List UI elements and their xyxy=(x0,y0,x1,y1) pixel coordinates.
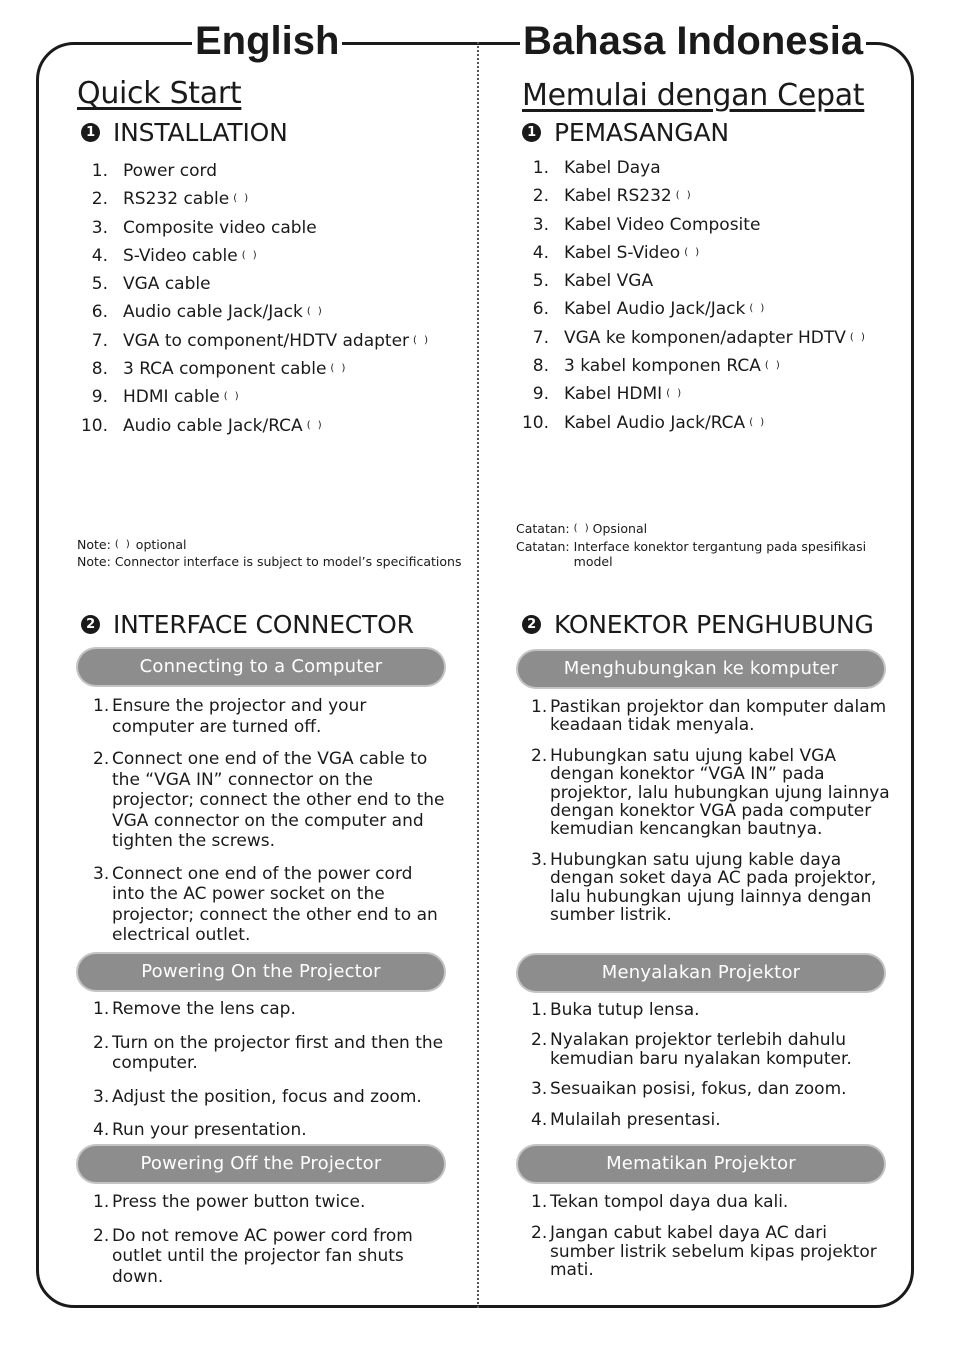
installation-title: INSTALLATION xyxy=(113,118,288,147)
connecting-steps xyxy=(93,696,448,946)
installation-list xyxy=(77,157,430,440)
list-item: 2. Hubungkan satu ujung kabel VGA dengan konektor “VGA IN” pada projektor, lalu hubungkan ujung lainnya dengan konektor VGA pada computer kemudian kencangkan bautnya. xyxy=(531,745,890,840)
list-item: 3. Adjust the position, focus and zoom. xyxy=(93,1086,422,1107)
list-item: 1. Press the power button twice. xyxy=(93,1192,366,1212)
installation-notes: Note: ( ) optional Note: Connector interface is subject to model’s specifications xyxy=(77,537,462,569)
installation-title: PEMASANGAN xyxy=(554,118,729,147)
list-item: 1. Pastikan projektor dan komputer dalam keadaan tidak menyala. xyxy=(531,697,887,736)
interface-heading xyxy=(522,610,874,639)
list-item: 10. Audio cable Jack/RCA ( ) xyxy=(80,415,324,436)
list-item: 8. 3 kabel komponen RCA ( ) xyxy=(532,356,782,377)
list-item: 9. Kabel HDMI ( ) xyxy=(532,384,684,405)
list-item: 8. 3 RCA component cable ( ) xyxy=(91,359,348,380)
list-item: 4. Mulailah presentasi. xyxy=(531,1109,721,1130)
list-item: 4. Run your presentation. xyxy=(93,1120,307,1140)
list-item: 6. Audio cable Jack/Jack ( ) xyxy=(91,302,324,323)
list-item: 2. Connect one end of the VGA cable to the “VGA IN” connector on the projector; connect the other end to the VGA connector on the computer and tighten the screws. xyxy=(93,749,445,851)
list-item: 1. Kabel Daya xyxy=(532,158,661,178)
connecting-computer-banner: Menghubungkan ke komputer xyxy=(518,651,884,687)
list-item: 5. Kabel VGA xyxy=(532,271,654,292)
connecting-computer-banner: Connecting to a Computer xyxy=(78,649,444,685)
list-item: 6. Kabel Audio Jack/Jack ( ) xyxy=(532,299,767,320)
quick-start-heading: Memulai dengan Cepat xyxy=(522,78,865,113)
list-item: 4. S-Video cable ( ) xyxy=(91,245,259,266)
english-title: English xyxy=(192,18,342,64)
list-item: 3. Connect one end of the power cord into the AC power socket on the projector; connect the other end to an electrical outlet. xyxy=(93,863,438,945)
list-item: 2. Jangan cabut kabel daya AC dari sumber listrik sebelum kipas projektor mati. xyxy=(531,1223,877,1281)
powering-on-steps xyxy=(93,999,448,1141)
indonesian-title: Bahasa Indonesia xyxy=(520,18,866,64)
column-divider xyxy=(477,42,479,1308)
installation-heading xyxy=(81,118,288,147)
connecting-steps xyxy=(531,698,891,924)
list-item: 1. Remove the lens cap. xyxy=(93,999,296,1019)
list-item: 5. VGA cable xyxy=(91,274,211,295)
powering-off-banner: Mematikan Projektor xyxy=(518,1146,884,1182)
number-badge: 1 xyxy=(81,123,100,142)
number-badge: 2 xyxy=(522,615,541,634)
list-item: 1. Ensure the projector and your computer are turned off. xyxy=(93,696,367,737)
number-badge: 1 xyxy=(522,123,541,142)
list-item: 3. Kabel Video Composite xyxy=(532,214,761,235)
list-item: 2. Nyalakan projektor terlebih dahulu kemudian baru nyalakan komputer. xyxy=(531,1030,852,1069)
list-item: 3. Composite video cable xyxy=(91,217,317,238)
list-item: 10. Kabel Audio Jack/RCA ( ) xyxy=(521,412,767,433)
quick-start-heading: Quick Start xyxy=(77,76,242,111)
list-item: 1. Tekan tompol daya dua kali. xyxy=(531,1192,789,1212)
list-item: 3. Hubungkan satu ujung kable daya dengan soket daya AC pada projektor, lalu hubungkan ujung lainnya dengan sumber listrik. xyxy=(531,849,877,926)
powering-on-banner: Powering On the Projector xyxy=(78,954,444,990)
interface-heading xyxy=(81,610,414,639)
list-item: 7. VGA ke komponen/adapter HDTV ( ) xyxy=(532,327,867,348)
list-item: 4. Kabel S-Video ( ) xyxy=(532,242,702,263)
list-item: 9. HDMI cable ( ) xyxy=(91,387,241,408)
list-item: 3. Sesuaikan posisi, fokus, dan zoom. xyxy=(531,1079,847,1100)
list-item: 1. Power cord xyxy=(91,161,218,181)
list-item: 2. Kabel RS232 ( ) xyxy=(532,186,693,207)
powering-on-banner: Menyalakan Projektor xyxy=(518,955,884,991)
interface-title: KONEKTOR PENGHUBUNG xyxy=(554,610,874,639)
powering-off-banner: Powering Off the Projector xyxy=(78,1146,444,1182)
powering-on-steps xyxy=(531,1001,891,1129)
powering-off-steps xyxy=(93,1192,448,1287)
list-item: 1. Buka tutup lensa. xyxy=(531,1000,700,1020)
number-badge: 2 xyxy=(81,615,100,634)
list-item: 7. VGA to component/HDTV adapter ( ) xyxy=(91,330,431,351)
installation-heading xyxy=(522,118,729,147)
interface-title: INTERFACE CONNECTOR xyxy=(113,610,414,639)
powering-off-steps xyxy=(531,1193,891,1280)
list-item: 2. RS232 cable ( ) xyxy=(91,189,251,210)
installation-list xyxy=(518,154,867,437)
list-item: 2. Do not remove AC power cord from outlet until the projector fan shuts down. xyxy=(93,1225,413,1287)
list-item: 2. Turn on the projector first and then the computer. xyxy=(93,1032,444,1073)
installation-notes: Catatan: ( ) Opsional Catatan: Interface konektor tergantung pada spesifikasi model xyxy=(516,521,867,569)
